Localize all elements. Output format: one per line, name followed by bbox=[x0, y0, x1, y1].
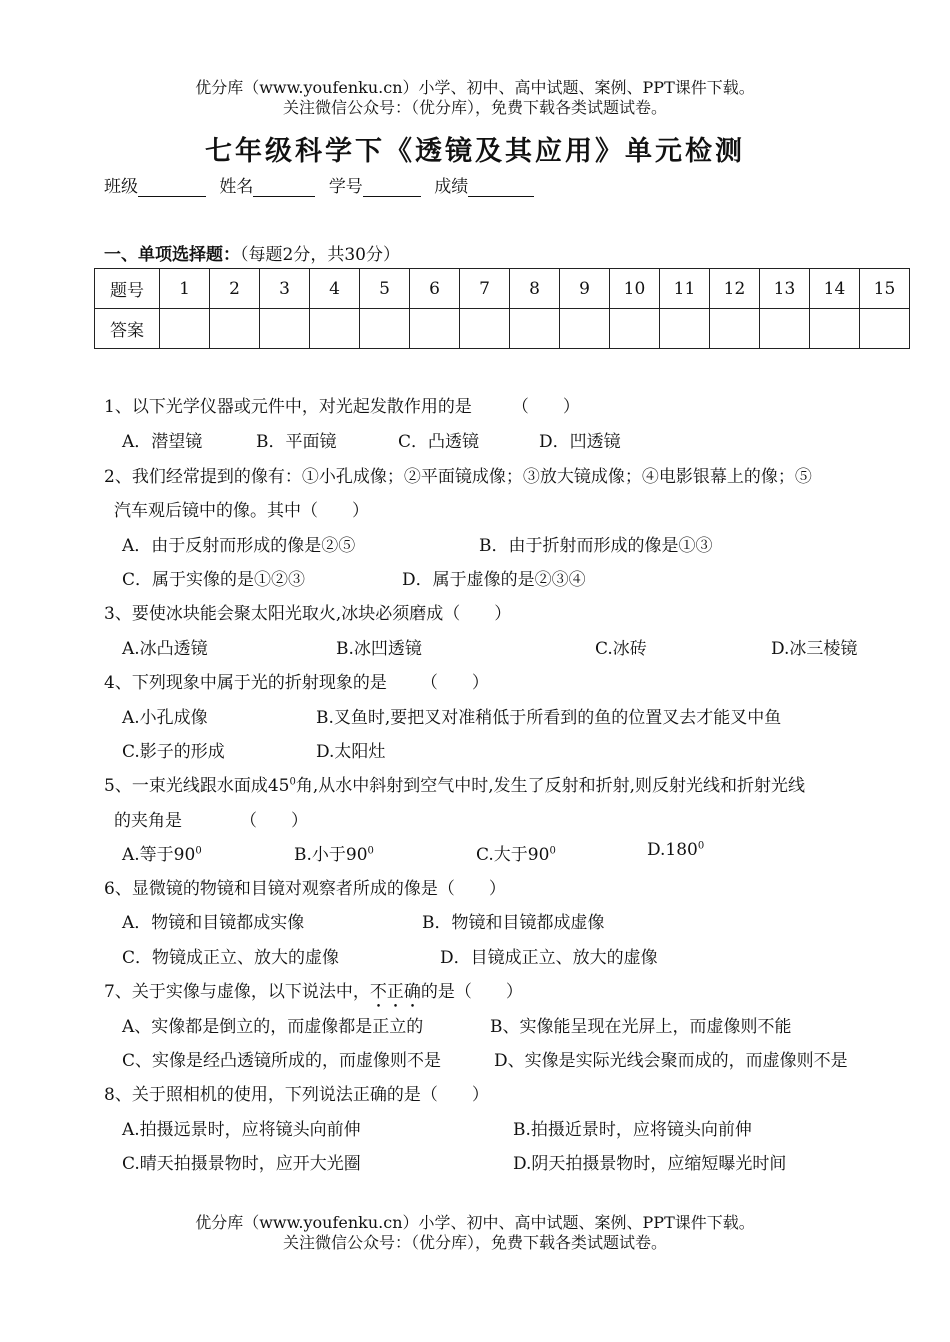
answer-row bbox=[95, 309, 910, 349]
table-cell-number: 11 bbox=[660, 269, 710, 309]
q7-option-b: B、实像能呈现在光屏上，而虚像则不能 bbox=[490, 1017, 792, 1037]
q3-option-d: D.冰三棱镜 bbox=[771, 639, 858, 659]
answer-cell[interactable] bbox=[510, 309, 560, 349]
q7-option-d: D、实像是实际光线会聚而成的，而虚像则不是 bbox=[494, 1051, 848, 1071]
question-6-stem: 6、显微镜的物镜和目镜对观察者所成的像是（ ） bbox=[104, 879, 506, 899]
degree-superscript: 0 bbox=[697, 840, 705, 852]
page-title: 七年级科学下《透镜及其应用》单元检测 bbox=[205, 136, 745, 167]
question-5-stem bbox=[104, 771, 805, 796]
question-1-stem bbox=[104, 392, 580, 417]
answer-cell[interactable] bbox=[710, 309, 760, 349]
answer-cell[interactable] bbox=[860, 309, 910, 349]
answer-cell[interactable] bbox=[410, 309, 460, 349]
table-cell-number: 15 bbox=[860, 269, 910, 309]
number-label: 学号 bbox=[328, 177, 363, 197]
question-7-stem bbox=[104, 977, 523, 1012]
number-blank[interactable] bbox=[363, 178, 421, 197]
q5-option-c bbox=[476, 840, 556, 865]
table-cell-number: 14 bbox=[810, 269, 860, 309]
question-5-text-a: 5、一束光线跟水面成45 bbox=[104, 776, 290, 796]
section-title: 一、单项选择题： bbox=[104, 245, 240, 265]
q6-option-b: B．物镜和目镜都成虚像 bbox=[422, 913, 605, 933]
q2-option-d: D．属于虚像的是②③④ bbox=[402, 570, 586, 590]
q6-option-d: D．目镜成正立、放大的虚像 bbox=[440, 948, 658, 968]
answer-cell[interactable] bbox=[610, 309, 660, 349]
q2-option-c: C．属于实像的是①②③ bbox=[122, 570, 306, 590]
q2-option-b: B．由于折射而形成的像是①③ bbox=[479, 536, 713, 556]
q6-option-a: A．物镜和目镜都成实像 bbox=[122, 913, 305, 933]
name-blank[interactable] bbox=[253, 178, 315, 197]
answer-paren: （ ） bbox=[240, 811, 308, 831]
degree-superscript: 0 bbox=[549, 845, 556, 857]
table-cell-number: 6 bbox=[410, 269, 460, 309]
q4-option-d: D.太阳灶 bbox=[316, 742, 386, 762]
class-blank[interactable] bbox=[138, 178, 206, 197]
question-8-stem: 8、关于照相机的使用，下列说法正确的是（ ） bbox=[104, 1085, 489, 1105]
table-cell-number: 10 bbox=[610, 269, 660, 309]
score-label: 成绩 bbox=[434, 177, 469, 197]
question-5-stem-cont bbox=[114, 806, 308, 831]
answer-cell[interactable] bbox=[160, 309, 210, 349]
answer-paren: （ ） bbox=[420, 673, 489, 693]
q1-option-d: D．凹透镜 bbox=[539, 432, 621, 452]
q7-option-a: A、实像都是倒立的，而虚像都是正立的 bbox=[122, 1017, 424, 1037]
question-1-text: 1、以下光学仪器或元件中，对光起发散作用的是 bbox=[104, 397, 472, 417]
question-2-stem: 2、我们经常提到的像有：①小孔成像；②平面镜成像；③放大镜成像；④电影银幕上的像；⑤ bbox=[104, 467, 812, 487]
header-line-1: 优分库（www.youfenku.cn）小学、初中、高中试题、案例、PPT课件下载。 bbox=[195, 78, 755, 97]
q5-option-a-text: A.等于90 bbox=[122, 845, 196, 865]
answer-cell[interactable] bbox=[260, 309, 310, 349]
q4-option-b: B.叉鱼时,要把叉对准稍低于所看到的鱼的位置叉去才能叉中鱼 bbox=[316, 708, 782, 728]
q2-option-a: A．由于反射而形成的像是②⑤ bbox=[122, 536, 356, 556]
table-cell-number: 5 bbox=[360, 269, 410, 309]
q1-option-a: A．潜望镜 bbox=[122, 432, 203, 452]
q8-option-d: D.阴天拍摄景物时，应缩短曝光时间 bbox=[513, 1154, 787, 1174]
score-blank[interactable] bbox=[468, 178, 534, 197]
table-cell-number: 2 bbox=[210, 269, 260, 309]
answer-cell[interactable] bbox=[460, 309, 510, 349]
table-cell-number: 4 bbox=[310, 269, 360, 309]
table-cell-number: 3 bbox=[260, 269, 310, 309]
question-3-stem: 3、要使冰块能会聚太阳光取火,冰块必须磨成（ ） bbox=[104, 604, 512, 624]
header-line-2: 关注微信公众号：（优分库），免费下载各类试题试卷。 bbox=[282, 98, 667, 117]
answer-paren: （ ） bbox=[511, 397, 580, 417]
footer-line-2: 关注微信公众号：（优分库），免费下载各类试题试卷。 bbox=[282, 1233, 667, 1252]
q5-option-d-text: D.180 bbox=[647, 840, 698, 860]
q5-option-b-text: B.小于90 bbox=[294, 845, 368, 865]
q8-option-a: A.拍摄远景时，应将镜头向前伸 bbox=[122, 1120, 361, 1140]
answer-cell[interactable] bbox=[810, 309, 860, 349]
q5-option-b bbox=[294, 840, 374, 865]
answer-row-label: 答案 bbox=[95, 309, 160, 349]
number-row bbox=[95, 269, 910, 309]
answer-cell[interactable] bbox=[560, 309, 610, 349]
q5-option-a bbox=[122, 840, 202, 865]
degree-superscript: 0 bbox=[195, 845, 202, 857]
q4-option-a: A.小孔成像 bbox=[122, 708, 208, 728]
section-heading bbox=[104, 240, 400, 265]
answer-cell[interactable] bbox=[310, 309, 360, 349]
student-info bbox=[104, 172, 542, 197]
question-5-text-b: 角,从水中斜射到空气中时,发生了反射和折射,则反射光线和折射光线 bbox=[295, 776, 806, 796]
q1-option-c: C．凸透镜 bbox=[398, 432, 480, 452]
table-cell-number: 12 bbox=[710, 269, 760, 309]
q5-option-c-text: C.大于90 bbox=[476, 845, 550, 865]
answer-cell[interactable] bbox=[210, 309, 260, 349]
answer-cell[interactable] bbox=[760, 309, 810, 349]
q7-option-c: C、实像是经凸透镜所成的，而虚像则不是 bbox=[122, 1051, 442, 1071]
question-7-text-b: 的是（ ） bbox=[420, 982, 523, 1002]
answer-table bbox=[94, 268, 910, 349]
q3-option-c: C.冰砖 bbox=[595, 639, 647, 659]
emphasis-text: 不正确 bbox=[369, 982, 421, 1002]
footer-line-1: 优分库（www.youfenku.cn）小学、初中、高中试题、案例、PPT课件下载。 bbox=[195, 1213, 755, 1232]
q8-option-b: B.拍摄近景时，应将镜头向前伸 bbox=[513, 1120, 752, 1140]
table-cell-number: 8 bbox=[510, 269, 560, 309]
name-label: 姓名 bbox=[219, 177, 254, 197]
q4-option-c: C.影子的形成 bbox=[122, 742, 225, 762]
section-note: （每题2分，共30分） bbox=[240, 245, 400, 265]
table-cell-number: 1 bbox=[160, 269, 210, 309]
number-row-label: 题号 bbox=[95, 269, 160, 309]
q8-option-c: C.晴天拍摄景物时，应开大光圈 bbox=[122, 1154, 361, 1174]
q6-option-c: C．物镜成正立、放大的虚像 bbox=[122, 948, 340, 968]
question-5-text-c: 的夹角是 bbox=[114, 811, 182, 831]
table-cell-number: 7 bbox=[460, 269, 510, 309]
table-cell-number: 9 bbox=[560, 269, 610, 309]
question-2-stem-cont: 汽车观后镜中的像。其中（ ） bbox=[114, 501, 369, 521]
question-4-text: 4、下列现象中属于光的折射现象的是 bbox=[104, 673, 387, 693]
degree-superscript: 0 bbox=[289, 776, 296, 788]
answer-cell[interactable] bbox=[660, 309, 710, 349]
question-4-stem bbox=[104, 668, 489, 693]
q1-option-b: B．平面镜 bbox=[256, 432, 337, 452]
q3-option-b: B.冰凹透镜 bbox=[336, 639, 422, 659]
q5-option-d bbox=[647, 840, 704, 860]
q3-option-a: A.冰凸透镜 bbox=[122, 639, 208, 659]
table-cell-number: 13 bbox=[760, 269, 810, 309]
degree-superscript: 0 bbox=[367, 845, 374, 857]
question-7-text-a: 7、关于实像与虚像，以下说法中， bbox=[104, 982, 370, 1002]
answer-cell[interactable] bbox=[360, 309, 410, 349]
class-label: 班级 bbox=[104, 177, 138, 197]
